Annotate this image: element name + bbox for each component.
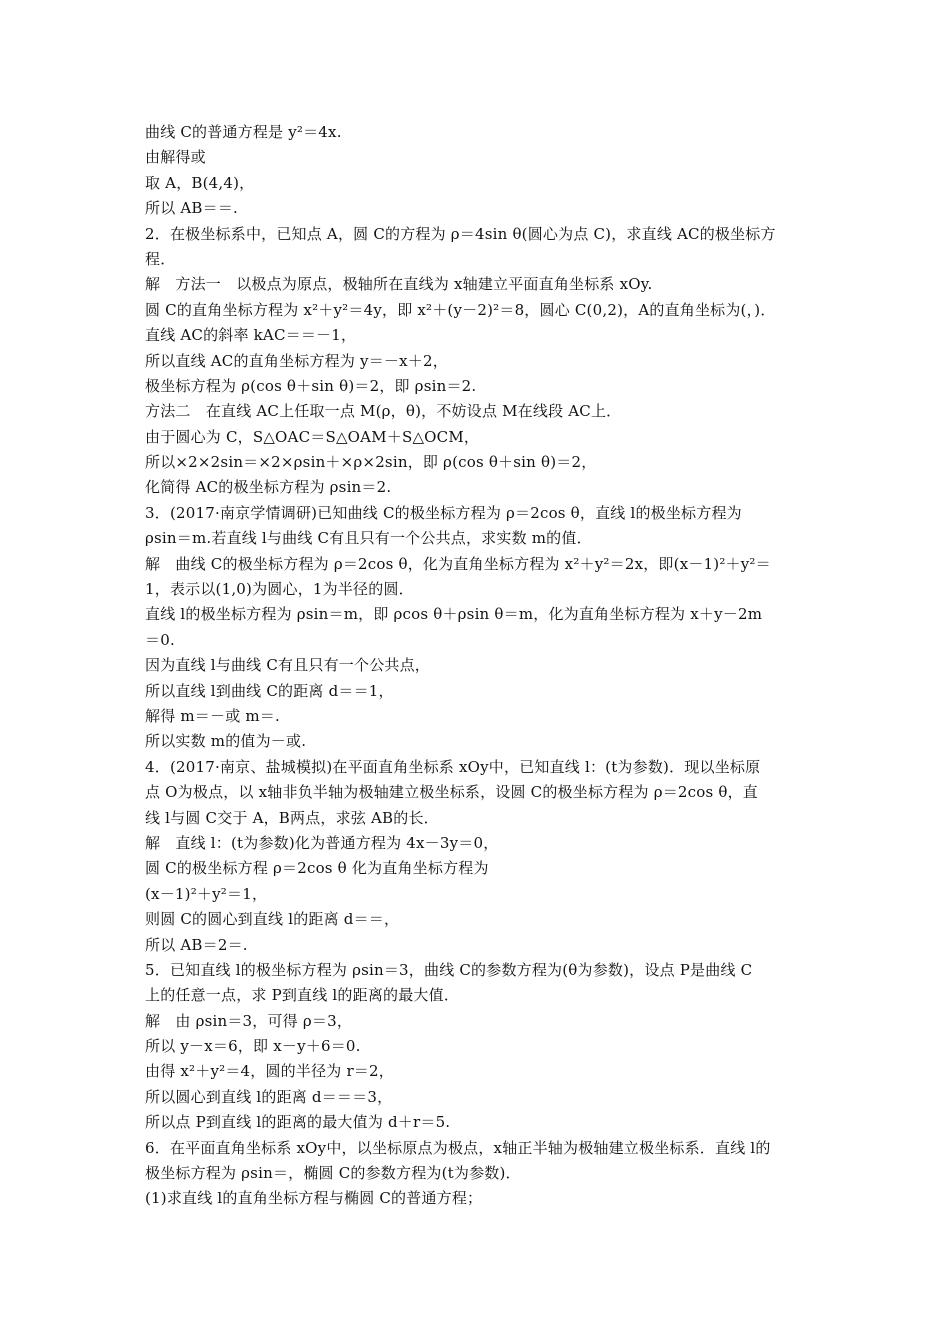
text-line: 线 l与圆 C交于 A，B两点，求弦 AB的长． [145, 808, 439, 827]
text-line: ＝0. [145, 630, 175, 649]
text-line: 6．在平面直角坐标系 xOy中，以坐标原点为极点，x轴正半轴为极轴建立极坐标系．直线 l的 [145, 1138, 771, 1157]
text-line: 直线 l的极坐标方程为 ρsin＝m，即 ρcos θ＋ρsin θ＝m，化为直角坐标方程为 x＋y－2m [145, 605, 763, 624]
text-line: 所以 AB＝＝. [145, 199, 238, 218]
text-line: 直线 AC的斜率 kAC＝＝－1， [145, 326, 357, 345]
text-line: 所以×2×2sin＝×2×ρsin＋×ρ×2sin，即 ρ(cos θ＋sin θ)＝2， [145, 453, 597, 472]
text-line: 解 由 ρsin＝3，可得 ρ＝3， [145, 1011, 353, 1030]
text-line: 3．(2017·南京学情调研)已知曲线 C的极坐标方程为 ρ＝2cos θ，直线 l的极坐标方程为 [145, 503, 742, 522]
text-line: 所以 y－x＝6，即 x－y＋6＝0. [145, 1037, 361, 1056]
text-line: 取 A，B(4,4)， [145, 173, 255, 192]
text-line: 因为直线 l与曲线 C有且只有一个公共点， [145, 656, 431, 675]
text-line: 化简得 AC的极坐标方程为 ρsin＝2. [145, 478, 392, 497]
text-line: 由解得或 [145, 148, 206, 167]
text-line: 解 方法一 以极点为原点，极轴所在直线为 x轴建立平面直角坐标系 xOy. [145, 275, 653, 294]
text-line: ρsin＝m.若直线 l与曲线 C有且只有一个公共点，求实数 m的值． [145, 529, 592, 548]
text-line: 上的任意一点，求 P到直线 l的距离的最大值． [145, 986, 460, 1005]
text-line: 所以直线 AC的直角坐标方程为 y＝－x＋2， [145, 351, 448, 370]
text-line: 所以实数 m的值为－或. [145, 732, 307, 751]
text-line: 5．已知直线 l的极坐标方程为 ρsin＝3，曲线 C的参数方程为(θ为参数)，设点 P是曲线 C [145, 960, 753, 979]
text-line: 解 直线 l：(t为参数)化为普通方程为 4x－3y＝0， [145, 833, 499, 852]
text-line: 由得 x²＋y²＝4，圆的半径为 r＝2， [145, 1062, 394, 1081]
text-line: 曲线 C的普通方程是 y²＝4x. [145, 123, 342, 141]
text-line: 1，表示以(1,0)为圆心，1为半径的圆． [145, 580, 414, 599]
text-line: 圆 C的直角坐标方程为 x²＋y²＝4y，即 x²＋(y－2)²＝8，圆心 C(0,2)，A的直角坐标为(，)． [145, 300, 776, 319]
text-line: 所以点 P到直线 l的距离的最大值为 d＋r＝5. [145, 1113, 451, 1132]
text-line: 圆 C的极坐标方程 ρ＝2cos θ 化为直角坐标方程为 [145, 859, 489, 878]
text-line: 所以直线 l到曲线 C的距离 d＝＝1， [145, 681, 394, 700]
text-line: 所以 AB＝2＝. [145, 935, 248, 954]
text-line: 所以圆心到直线 l的距离 d＝＝＝3， [145, 1087, 393, 1106]
text-line: 解 曲线 C的极坐标方程为 ρ＝2cos θ，化为直角坐标方程为 x²＋y²＝2x，即(x－1)²＋y²＝ [145, 554, 771, 573]
text-line: 则圆 C的圆心到直线 l的距离 d＝＝， [145, 910, 400, 929]
text-line: 4．(2017·南京、盐城模拟)在平面直角坐标系 xOy中，已知直线 l：(t为参数)．现以坐标原 [145, 757, 761, 776]
text-line: 解得 m＝－或 m＝. [145, 706, 280, 725]
text-line: (1)求直线 l的直角坐标方程与椭圆 C的普通方程； [145, 1189, 483, 1208]
document-body [145, 120, 810, 1212]
text-line: 2．在极坐标系中，已知点 A，圆 C的方程为 ρ＝4sin θ(圆心为点 C)，求直线 AC的极坐标方 [145, 224, 776, 243]
text-line: 程． [145, 249, 176, 268]
text-line: 极坐标方程为 ρsin＝，椭圆 C的参数方程为(t为参数)． [145, 1164, 521, 1183]
text-line: 方法二 在直线 AC上任取一点 M(ρ，θ)，不妨设点 M在线段 AC上． [145, 402, 622, 421]
text-line: (x－1)²＋y²＝1， [145, 884, 268, 903]
text-line: 由于圆心为 C，S△OAC＝S△OAM＋S△OCM， [145, 427, 480, 446]
text-line: 极坐标方程为 ρ(cos θ＋sin θ)＝2，即 ρsin＝2. [145, 376, 477, 395]
text-line: 点 O为极点，以 x轴非负半轴为极轴建立极坐标系，设圆 C的极坐标方程为 ρ＝2cos θ，直 [145, 783, 758, 802]
